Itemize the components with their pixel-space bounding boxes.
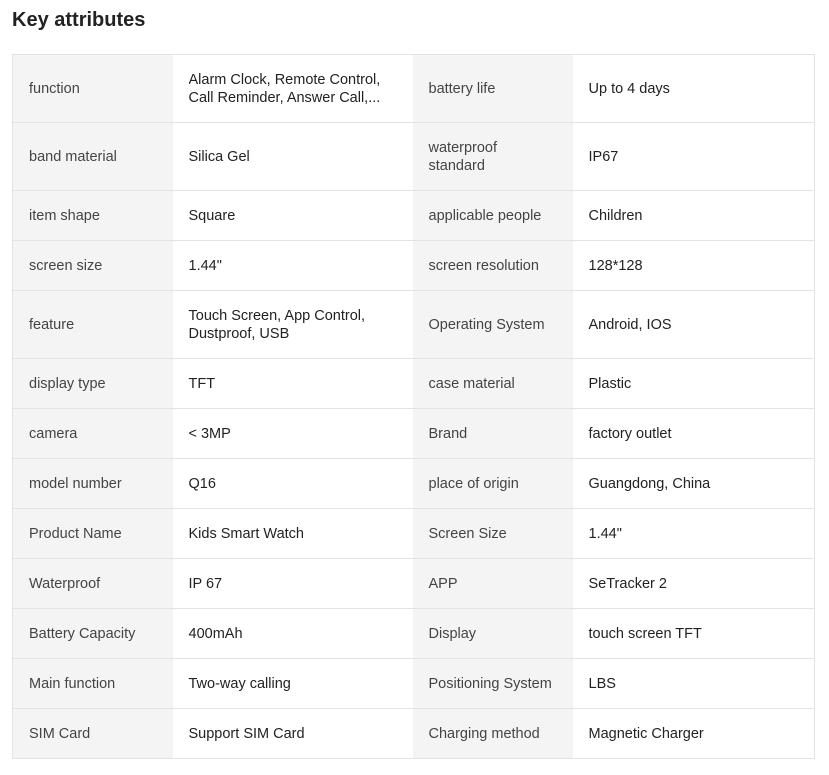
- attribute-name: function: [13, 55, 173, 123]
- table-row: [13, 659, 815, 709]
- attribute-name: Display: [413, 609, 573, 659]
- section-title: Key attributes: [12, 9, 146, 31]
- attribute-name: Main function: [13, 659, 173, 709]
- table-row: [13, 609, 815, 659]
- attribute-value: Children: [573, 191, 815, 241]
- attribute-value: Plastic: [573, 359, 815, 409]
- attribute-name: place of origin: [413, 459, 573, 509]
- attribute-name: model number: [13, 459, 173, 509]
- table-row: [13, 123, 815, 191]
- attribute-name: Battery Capacity: [13, 609, 173, 659]
- attribute-value-text: Alarm Clock, Remote Control, Call Reminder, Answer Call,...: [188, 71, 381, 106]
- attribute-value: 128*128: [573, 241, 815, 291]
- attribute-value: Kids Smart Watch: [173, 509, 413, 559]
- table-row: [13, 191, 815, 241]
- attribute-name: feature: [13, 291, 173, 359]
- attribute-value: Android, IOS: [573, 291, 815, 359]
- table-row: [13, 709, 815, 759]
- attribute-name: APP: [413, 559, 573, 609]
- table-row: [13, 459, 815, 509]
- attribute-value: factory outlet: [573, 409, 815, 459]
- attribute-value: TFT: [173, 359, 413, 409]
- attribute-value: < 3MP: [173, 409, 413, 459]
- attribute-value: Support SIM Card: [173, 709, 413, 759]
- attribute-name: screen size: [13, 241, 173, 291]
- attribute-name: band material: [13, 123, 173, 191]
- attribute-name: screen resolution: [413, 241, 573, 291]
- table-row: [13, 241, 815, 291]
- attribute-name: SIM Card: [13, 709, 173, 759]
- attribute-name: Product Name: [13, 509, 173, 559]
- table-row: [13, 291, 815, 359]
- attribute-value: [173, 55, 413, 123]
- attribute-value: 400mAh: [173, 609, 413, 659]
- attribute-name: Brand: [413, 409, 573, 459]
- attribute-value: Two-way calling: [173, 659, 413, 709]
- attribute-value: IP67: [573, 123, 815, 191]
- attribute-name: Waterproof: [13, 559, 173, 609]
- table-row: [13, 559, 815, 609]
- attribute-value: touch screen TFT: [573, 609, 815, 659]
- attribute-value: LBS: [573, 659, 815, 709]
- attribute-value: Touch Screen, App Control, Dustproof, USB: [173, 291, 413, 359]
- attribute-value: Silica Gel: [173, 123, 413, 191]
- attribute-value: IP 67: [173, 559, 413, 609]
- attribute-value: 1.44": [573, 509, 815, 559]
- attribute-value: Magnetic Charger: [573, 709, 815, 759]
- table-row: [13, 409, 815, 459]
- attribute-name: applicable people: [413, 191, 573, 241]
- attribute-name: waterproof standard: [413, 123, 573, 191]
- attribute-value: Up to 4 days: [573, 55, 815, 123]
- attribute-value: Q16: [173, 459, 413, 509]
- attribute-value: Square: [173, 191, 413, 241]
- attribute-name: Screen Size: [413, 509, 573, 559]
- attribute-name: Operating System: [413, 291, 573, 359]
- attribute-name: item shape: [13, 191, 173, 241]
- attribute-value: 1.44": [173, 241, 413, 291]
- attribute-name: battery life: [413, 55, 573, 123]
- table-row: [13, 359, 815, 409]
- attribute-name: Positioning System: [413, 659, 573, 709]
- attribute-name: case material: [413, 359, 573, 409]
- attributes-table: [12, 54, 815, 759]
- table-row: [13, 55, 815, 123]
- attribute-name: display type: [13, 359, 173, 409]
- attribute-value: SeTracker 2: [573, 559, 815, 609]
- attribute-name: Charging method: [413, 709, 573, 759]
- table-row: [13, 509, 815, 559]
- attribute-value: Guangdong, China: [573, 459, 815, 509]
- attribute-name: camera: [13, 409, 173, 459]
